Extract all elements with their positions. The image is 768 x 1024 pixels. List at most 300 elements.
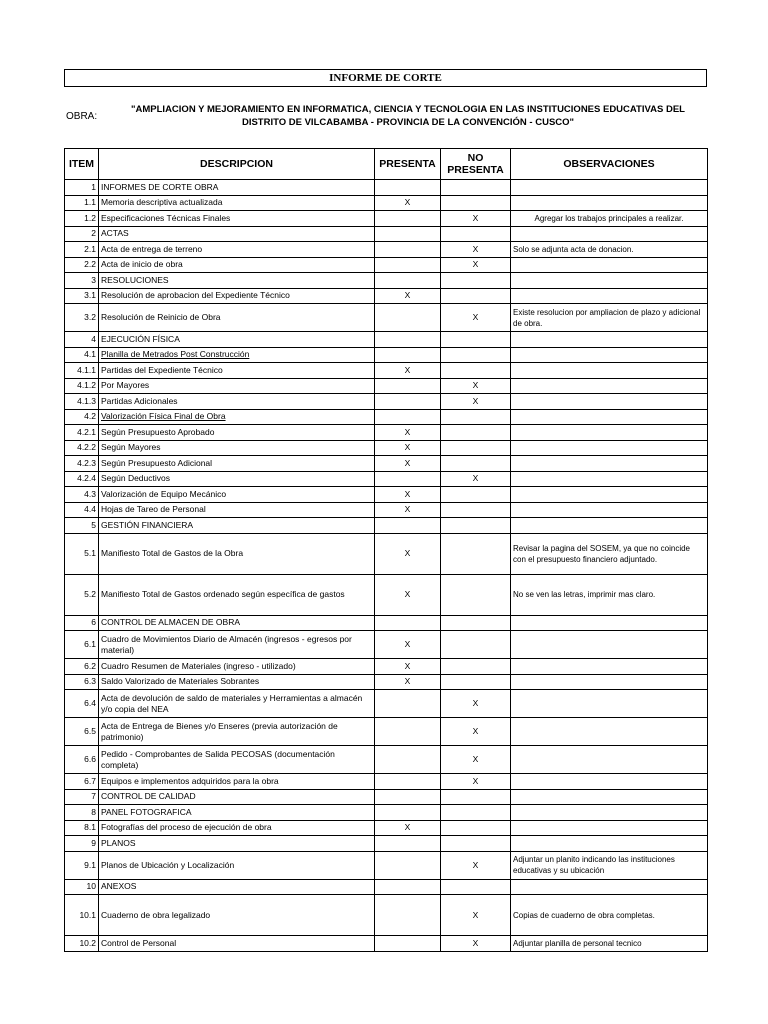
item-cell-text: 9 xyxy=(91,837,96,848)
obra-description: "AMPLIACION Y MEJORAMIENTO EN INFORMATICA, CIENCIA Y TECNOLOGIA EN LAS INSTITUCIONES EDUCATIVAS DEL DISTRITO DE VILCABAMBA - PROVINCIA DE LA CONVENCIÓN - CUSCO" xyxy=(131,104,685,128)
description-cell-text: Acta de entrega de terreno xyxy=(101,243,203,254)
description-cell-text: ACTAS xyxy=(101,228,129,239)
presenta-cell-text: X xyxy=(404,197,411,208)
description-cell-text: EJECUCIÓN FÍSICA xyxy=(101,333,180,344)
presenta-cell xyxy=(375,718,441,746)
description-cell xyxy=(99,746,375,774)
observaciones-cell xyxy=(511,879,708,895)
description-cell-text: Partidas del Expediente Técnico xyxy=(101,364,223,375)
presenta-cell-text: X xyxy=(404,488,411,499)
description-cell xyxy=(99,211,375,227)
item-cell-text: 4.2.3 xyxy=(77,457,96,468)
description-cell-text: Equipos e implementos adquiridos para la obra xyxy=(101,775,279,786)
no-presenta-cell xyxy=(441,363,511,379)
presenta-cell xyxy=(375,851,441,879)
description-cell-text: ANEXOS xyxy=(101,881,137,892)
item-cell-text: 4.2.2 xyxy=(77,442,96,453)
no-presenta-cell xyxy=(441,211,511,227)
presenta-cell xyxy=(375,304,441,332)
observaciones-cell xyxy=(511,471,708,487)
item-cell xyxy=(65,304,99,332)
description-cell xyxy=(99,456,375,472)
description-cell-text: Por Mayores xyxy=(101,380,150,391)
observaciones-cell xyxy=(511,690,708,718)
no-presenta-cell xyxy=(441,533,511,574)
report-table xyxy=(64,148,708,952)
item-cell-text: 3.2 xyxy=(84,312,96,322)
item-cell xyxy=(65,533,99,574)
table-header-row xyxy=(65,149,708,180)
item-cell xyxy=(65,690,99,718)
table-row xyxy=(65,936,708,952)
no-presenta-cell xyxy=(441,746,511,774)
observaciones-cell xyxy=(511,288,708,304)
presenta-cell xyxy=(375,690,441,718)
presenta-cell xyxy=(375,456,441,472)
no-presenta-cell xyxy=(441,674,511,690)
item-cell-text: 4.2.1 xyxy=(77,426,96,437)
table-row xyxy=(65,879,708,895)
item-cell-text: 6.7 xyxy=(84,775,96,786)
item-cell xyxy=(65,895,99,936)
description-cell-text: Especificaciones Técnicas Finales xyxy=(101,212,231,223)
description-cell-text: Manifiesto Total de Gastos ordenado según específica de gastos xyxy=(101,589,345,599)
description-cell xyxy=(99,936,375,952)
observaciones-cell xyxy=(511,425,708,441)
item-cell xyxy=(65,789,99,805)
description-cell-text: INFORMES DE CORTE OBRA xyxy=(101,181,219,192)
no-presenta-cell xyxy=(441,851,511,879)
column-header-descripcion: DESCRIPCION xyxy=(99,149,375,180)
item-cell xyxy=(65,456,99,472)
item-cell xyxy=(65,574,99,615)
observaciones-cell-text: Adjuntar un planito indicando las instituciones educativas y su ubicación xyxy=(513,855,675,875)
no-presenta-cell-text: X xyxy=(472,859,479,870)
no-presenta-cell xyxy=(441,195,511,211)
presenta-cell xyxy=(375,257,441,273)
observaciones-cell xyxy=(511,378,708,394)
description-cell-text: Fotografías del proceso de ejecución de obra xyxy=(101,822,272,833)
description-cell-text: PANEL FOTOGRAFICA xyxy=(101,806,192,817)
observaciones-cell xyxy=(511,273,708,289)
observaciones-cell xyxy=(511,836,708,852)
no-presenta-cell xyxy=(441,273,511,289)
description-cell-text: CONTROL DE ALMACEN DE OBRA xyxy=(101,617,241,628)
observaciones-cell-text: Agregar los trabajos principales a realizar. xyxy=(534,213,684,223)
description-cell-text: Cuaderno de obra legalizado xyxy=(101,909,211,920)
observaciones-cell xyxy=(511,456,708,472)
item-cell-text: 6 xyxy=(91,617,96,628)
item-cell-text: 6.5 xyxy=(84,726,96,736)
table-row xyxy=(65,774,708,790)
observaciones-cell xyxy=(511,440,708,456)
table-row xyxy=(65,518,708,534)
item-cell xyxy=(65,471,99,487)
description-cell xyxy=(99,533,375,574)
presenta-cell-text: X xyxy=(404,426,411,437)
item-cell-text: 2.1 xyxy=(84,243,96,254)
table-row xyxy=(65,195,708,211)
description-cell-text: Pedido - Comprobantes de Salida PECOSAS (documentación completa) xyxy=(101,748,335,770)
description-cell xyxy=(99,615,375,631)
item-cell-text: 1.1 xyxy=(84,197,96,208)
no-presenta-cell xyxy=(441,895,511,936)
presenta-cell xyxy=(375,615,441,631)
column-header-item: ITEM xyxy=(65,149,99,180)
description-cell xyxy=(99,394,375,410)
no-presenta-cell xyxy=(441,456,511,472)
observaciones-cell xyxy=(511,774,708,790)
observaciones-cell-text: Revisar la pagina del SOSEM, ya que no coincide con el presupuesto financiero adjuntado. xyxy=(513,543,690,564)
no-presenta-cell-text: X xyxy=(472,312,479,322)
table-row xyxy=(65,440,708,456)
presenta-cell xyxy=(375,659,441,675)
description-cell xyxy=(99,895,375,936)
item-cell xyxy=(65,226,99,242)
presenta-cell xyxy=(375,332,441,348)
description-cell xyxy=(99,879,375,895)
description-cell-text: Acta de inicio de obra xyxy=(101,259,183,270)
table-row xyxy=(65,805,708,821)
table-row xyxy=(65,851,708,879)
table-row xyxy=(65,631,708,659)
table-row xyxy=(65,378,708,394)
presenta-cell-text: X xyxy=(404,548,411,558)
observaciones-cell xyxy=(511,347,708,363)
no-presenta-cell-text: X xyxy=(472,473,479,484)
table-row xyxy=(65,690,708,718)
observaciones-cell xyxy=(511,487,708,503)
observaciones-cell-text: Solo se adjunta acta de donacion. xyxy=(513,244,634,254)
item-cell-text: 4.1.1 xyxy=(77,364,96,375)
item-cell xyxy=(65,774,99,790)
presenta-cell xyxy=(375,487,441,503)
table-row xyxy=(65,789,708,805)
no-presenta-cell-text: X xyxy=(472,698,479,708)
table-row xyxy=(65,659,708,675)
no-presenta-cell-text: X xyxy=(472,726,479,736)
observaciones-cell xyxy=(511,805,708,821)
item-cell xyxy=(65,746,99,774)
description-cell-text: Resolución de Reinicio de Obra xyxy=(101,312,221,322)
presenta-cell-text: X xyxy=(404,457,411,468)
presenta-cell xyxy=(375,195,441,211)
description-cell xyxy=(99,257,375,273)
description-cell xyxy=(99,242,375,258)
description-cell xyxy=(99,425,375,441)
no-presenta-cell-text: X xyxy=(472,259,479,270)
no-presenta-cell xyxy=(441,394,511,410)
item-cell-text: 9.1 xyxy=(84,859,96,870)
description-cell xyxy=(99,226,375,242)
no-presenta-cell xyxy=(441,288,511,304)
no-presenta-cell-text: X xyxy=(472,909,479,920)
presenta-cell-text: X xyxy=(404,676,411,687)
item-cell xyxy=(65,487,99,503)
description-cell-text: Según Presupuesto Aprobado xyxy=(101,426,215,437)
report-title: INFORME DE CORTE xyxy=(64,69,707,87)
description-cell-text: Hojas de Tareo de Personal xyxy=(101,504,206,515)
item-cell xyxy=(65,805,99,821)
presenta-cell xyxy=(375,425,441,441)
table-row xyxy=(65,363,708,379)
item-cell-text: 4.2.4 xyxy=(77,473,96,484)
presenta-cell xyxy=(375,180,441,196)
item-cell xyxy=(65,394,99,410)
item-cell xyxy=(65,851,99,879)
column-header-presenta: PRESENTA xyxy=(375,149,441,180)
table-row xyxy=(65,615,708,631)
item-cell-text: 6.3 xyxy=(84,676,96,687)
description-cell xyxy=(99,820,375,836)
description-cell-text: RESOLUCIONES xyxy=(101,274,169,285)
observaciones-cell xyxy=(511,394,708,410)
no-presenta-cell xyxy=(441,615,511,631)
description-cell-text: Valorización de Equipo Mecánico xyxy=(101,488,227,499)
presenta-cell xyxy=(375,820,441,836)
item-cell-text: 5.2 xyxy=(84,589,96,599)
observaciones-cell xyxy=(511,746,708,774)
description-cell xyxy=(99,518,375,534)
presenta-cell-text: X xyxy=(404,504,411,515)
item-cell xyxy=(65,332,99,348)
item-cell xyxy=(65,518,99,534)
item-cell-text: 4.1.2 xyxy=(77,380,96,391)
no-presenta-cell xyxy=(441,502,511,518)
item-cell xyxy=(65,615,99,631)
observaciones-cell xyxy=(511,674,708,690)
table-row xyxy=(65,487,708,503)
column-header-no-presenta: NO PRESENTA xyxy=(441,149,511,180)
presenta-cell xyxy=(375,394,441,410)
table-row xyxy=(65,347,708,363)
item-cell-text: 5 xyxy=(91,519,96,530)
observaciones-cell xyxy=(511,895,708,936)
item-cell-text: 4 xyxy=(91,333,96,344)
no-presenta-cell xyxy=(441,518,511,534)
table-row xyxy=(65,332,708,348)
presenta-cell xyxy=(375,518,441,534)
description-cell xyxy=(99,363,375,379)
presenta-cell xyxy=(375,631,441,659)
presenta-cell-text: X xyxy=(404,639,411,649)
observaciones-cell xyxy=(511,533,708,574)
description-cell-text: Partidas Adicionales xyxy=(101,395,178,406)
table-row xyxy=(65,226,708,242)
table-row xyxy=(65,456,708,472)
presenta-cell xyxy=(375,936,441,952)
no-presenta-cell xyxy=(441,820,511,836)
no-presenta-cell-text: X xyxy=(472,775,479,786)
description-cell-text: Saldo Valorizado de Materiales Sobrantes xyxy=(101,676,260,687)
no-presenta-cell xyxy=(441,690,511,718)
description-cell-text: GESTIÓN FINANCIERA xyxy=(101,519,194,530)
item-cell xyxy=(65,363,99,379)
observaciones-cell xyxy=(511,363,708,379)
item-cell xyxy=(65,180,99,196)
no-presenta-cell-text: X xyxy=(472,937,479,948)
table-row xyxy=(65,718,708,746)
no-presenta-cell xyxy=(441,180,511,196)
presenta-cell xyxy=(375,502,441,518)
no-presenta-cell xyxy=(441,659,511,675)
item-cell-text: 7 xyxy=(91,791,96,802)
item-cell-text: 4.2 xyxy=(84,411,96,422)
table-row xyxy=(65,242,708,258)
observaciones-cell xyxy=(511,332,708,348)
item-cell xyxy=(65,820,99,836)
description-cell xyxy=(99,440,375,456)
description-cell xyxy=(99,690,375,718)
table-row xyxy=(65,257,708,273)
item-cell xyxy=(65,879,99,895)
item-cell-text: 10 xyxy=(86,881,96,892)
no-presenta-cell-text: X xyxy=(472,380,479,391)
observaciones-cell xyxy=(511,242,708,258)
no-presenta-cell xyxy=(441,471,511,487)
no-presenta-cell xyxy=(441,425,511,441)
table-row xyxy=(65,273,708,289)
observaciones-cell xyxy=(511,180,708,196)
presenta-cell xyxy=(375,226,441,242)
presenta-cell xyxy=(375,211,441,227)
no-presenta-cell xyxy=(441,774,511,790)
presenta-cell xyxy=(375,836,441,852)
presenta-cell xyxy=(375,746,441,774)
no-presenta-cell xyxy=(441,805,511,821)
no-presenta-cell-text: X xyxy=(472,395,479,406)
description-cell-text: Acta de devolución de saldo de materiales y Herramientas a almacén y/o copia del NEA xyxy=(101,692,363,714)
item-cell xyxy=(65,211,99,227)
description-cell xyxy=(99,288,375,304)
table-row xyxy=(65,574,708,615)
table-row xyxy=(65,409,708,425)
presenta-cell xyxy=(375,363,441,379)
item-cell xyxy=(65,836,99,852)
item-cell-text: 10.1 xyxy=(79,909,96,920)
observaciones-cell xyxy=(511,409,708,425)
observaciones-cell xyxy=(511,304,708,332)
no-presenta-cell-text: X xyxy=(472,212,479,223)
observaciones-cell xyxy=(511,211,708,227)
item-cell xyxy=(65,257,99,273)
description-cell xyxy=(99,836,375,852)
observaciones-cell-text: Existe resolucion por ampliacion de plazo y adicional de obra. xyxy=(513,307,701,328)
description-cell xyxy=(99,789,375,805)
presenta-cell xyxy=(375,347,441,363)
observaciones-cell xyxy=(511,936,708,952)
item-cell xyxy=(65,195,99,211)
observaciones-cell xyxy=(511,195,708,211)
presenta-cell xyxy=(375,273,441,289)
description-cell-text: Planilla de Metrados Post Construcción xyxy=(101,349,250,360)
table-row xyxy=(65,394,708,410)
table-body xyxy=(65,180,708,952)
description-cell-text: CONTROL DE CALIDAD xyxy=(101,791,196,802)
description-cell xyxy=(99,487,375,503)
observaciones-cell-text: No se ven las letras, imprimir mas claro. xyxy=(513,590,656,599)
item-cell xyxy=(65,659,99,675)
description-cell-text: Control de Personal xyxy=(101,937,177,948)
description-cell xyxy=(99,180,375,196)
description-cell xyxy=(99,195,375,211)
description-cell xyxy=(99,631,375,659)
presenta-cell xyxy=(375,288,441,304)
observaciones-cell xyxy=(511,615,708,631)
description-cell-text: Acta de Entrega de Bienes y/o Enseres (previa autorización de patrimonio) xyxy=(101,720,338,742)
no-presenta-cell xyxy=(441,440,511,456)
table-row xyxy=(65,304,708,332)
presenta-cell-text: X xyxy=(404,660,411,671)
description-cell-text: Cuadro de Movimientos Diario de Almacén (ingresos - egresos por material) xyxy=(101,633,352,655)
column-header-observaciones: OBSERVACIONES xyxy=(511,149,708,180)
item-cell-text: 4.1.3 xyxy=(77,395,96,406)
description-cell xyxy=(99,332,375,348)
item-cell xyxy=(65,502,99,518)
description-cell xyxy=(99,659,375,675)
observaciones-cell xyxy=(511,502,708,518)
observaciones-cell xyxy=(511,789,708,805)
observaciones-cell xyxy=(511,226,708,242)
description-cell-text: Valorización Física Final de Obra xyxy=(101,411,226,422)
item-cell-text: 8.1 xyxy=(84,822,96,833)
obra-label: OBRA: xyxy=(66,111,98,122)
description-cell xyxy=(99,805,375,821)
observaciones-cell xyxy=(511,851,708,879)
observaciones-cell xyxy=(511,820,708,836)
item-cell-text: 2 xyxy=(91,228,96,239)
presenta-cell xyxy=(375,774,441,790)
description-cell xyxy=(99,674,375,690)
no-presenta-cell xyxy=(441,836,511,852)
presenta-cell xyxy=(375,440,441,456)
item-cell-text: 6.1 xyxy=(84,639,96,649)
description-cell xyxy=(99,851,375,879)
observaciones-cell xyxy=(511,659,708,675)
item-cell-text: 6.6 xyxy=(84,754,96,764)
no-presenta-cell xyxy=(441,487,511,503)
item-cell xyxy=(65,936,99,952)
presenta-cell-text: X xyxy=(404,589,411,599)
no-presenta-cell xyxy=(441,879,511,895)
description-cell-text: Según Presupuesto Adicional xyxy=(101,457,213,468)
table-row xyxy=(65,895,708,936)
description-cell xyxy=(99,718,375,746)
description-cell-text: Resolución de aprobacion del Expediente Técnico xyxy=(101,290,290,301)
no-presenta-cell xyxy=(441,226,511,242)
description-cell-text: Planos de Ubicación y Localización xyxy=(101,859,235,870)
no-presenta-cell xyxy=(441,574,511,615)
item-cell xyxy=(65,409,99,425)
no-presenta-cell xyxy=(441,718,511,746)
table-row xyxy=(65,180,708,196)
no-presenta-cell xyxy=(441,409,511,425)
item-cell-text: 6.2 xyxy=(84,660,96,671)
description-cell-text: Según Deductivos xyxy=(101,473,170,484)
observaciones-cell xyxy=(511,718,708,746)
item-cell-text: 3.1 xyxy=(84,290,96,301)
description-cell xyxy=(99,471,375,487)
no-presenta-cell xyxy=(441,332,511,348)
description-cell xyxy=(99,273,375,289)
description-cell xyxy=(99,347,375,363)
item-cell-text: 10.2 xyxy=(79,937,96,948)
item-cell-text: 1 xyxy=(91,181,96,192)
presenta-cell xyxy=(375,378,441,394)
observaciones-cell xyxy=(511,631,708,659)
description-cell xyxy=(99,774,375,790)
table-row xyxy=(65,836,708,852)
